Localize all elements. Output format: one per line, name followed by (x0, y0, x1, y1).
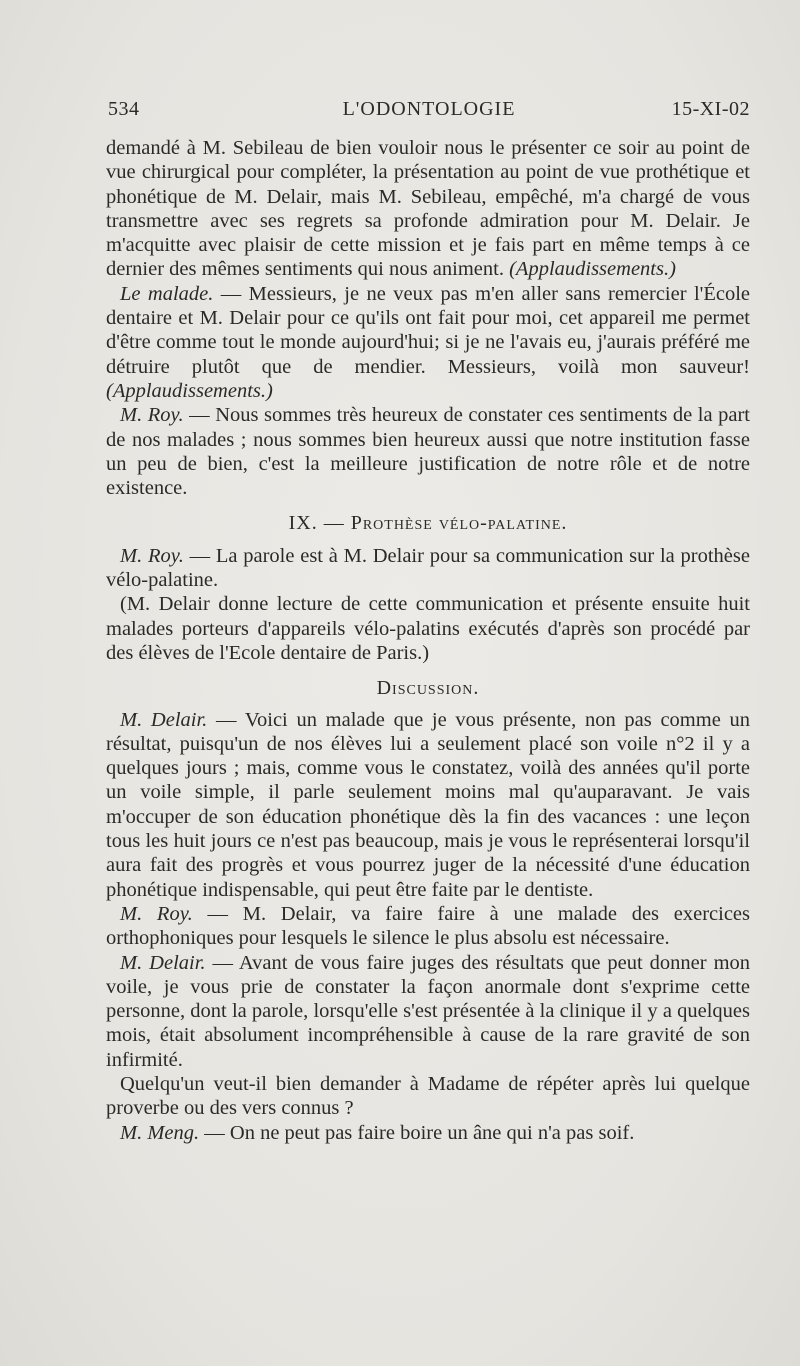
speaker-name: M. Roy. (120, 902, 193, 925)
section-heading: IX. — Prothèse vélo-palatine. (288, 512, 568, 535)
page-body (106, 136, 750, 1145)
issue-date: 15-XI-02 (671, 98, 750, 120)
speaker-name: M. Roy. (120, 404, 184, 427)
paragraph: demandé à M. Sebileau de bien vouloir nous le présenter ce soir au point de vue chirurgical pour compléter, la présentation au point de vue prothétique et phonétique de M. Delair, mais M. Sebileau, empêché, m'a chargé de vous transmettre avec ses regrets sa profonde admiration pour M. Delair. Je m'acquitte avec plaisir de cette mission et je fais part en même temps à ce dernier des mêmes sentiments qui nous animent. (Applaudissements.) (106, 137, 750, 281)
paragraph: Quelqu'un veut-il bien demander à Madame de répéter après lui quelque proverbe ou des vers connus ? (106, 1072, 750, 1120)
running-header (108, 98, 750, 128)
paragraph: M. Roy. — Nous sommes très heureux de constater ces sentiments de la part de nos malades ; nous sommes bien heureux aussi que notre institution fasse un peu de bien, c'est la meilleure justification de notre rôle et de notre existence. (106, 404, 750, 500)
paragraph: M. Roy. — M. Delair, va faire faire à une malade des exercices orthophoniques pour lesquels le silence le plus absolu est nécessaire. (106, 902, 750, 950)
paragraph: (M. Delair donne lecture de cette communication et présente ensuite huit malades porteurs d'appareils vélo-palatins exécutés d'après son procédé par des élèves de l'Ecole dentaire de Paris.) (106, 593, 750, 664)
paragraph: M. Delair. — Voici un malade que je vous présente, non pas comme un résultat, puisqu'un de nos élèves lui a seulement placé son voile n°2 il y a quelques jours ; mais, comme vous le constatez, voilà des années qu'il porte un voile simple, il parle seulement moins mal qu'auparavant. Je vais m'occuper de son éducation phonétique dès la fin des vacances : une leçon tous les huit jours ce n'est pas beaucoup, mais je vous le représenterai lorsqu'il aura fait des progrès et vous pourrez juger de la nécessité d'une éducation phonétique indispensable, qui peut être faite par le dentiste. (106, 708, 750, 901)
paragraph: M. Meng. — On ne peut pas faire boire un âne qui n'a pas soif. (120, 1121, 635, 1144)
paragraph: M. Roy. — La parole est à M. Delair pour sa communication sur la prothèse vélo-palatine. (106, 544, 750, 592)
discussion-heading: Discussion. (376, 677, 480, 700)
speaker-name: M. Delair. (120, 951, 206, 974)
speaker-name: M. Delair. (120, 708, 208, 731)
page-number: 534 (108, 98, 140, 120)
speaker-name: M. Roy. (120, 544, 184, 567)
speaker-name: M. Meng. (120, 1121, 200, 1144)
speaker-name: Le malade. (120, 282, 214, 305)
journal-title: L'ODONTOLOGIE (342, 98, 516, 120)
paragraph: Le malade. — Messieurs, je ne veux pas m'en aller sans remercier l'École dentaire et M. Delair pour ce qu'ils ont fait pour moi, cet appareil me permet d'être comme tout le monde aujourd'hui; si je ne l'avais eu, j'aurais préféré me détruire plutôt que de mendier. Messieurs, voilà mon sauveur! (Applaudissements.) (106, 282, 750, 402)
paragraph: M. Delair. — Avant de vous faire juges des résultats que peut donner mon voile, je vous prie de constater la façon anormale dont s'exprime cette personne, dont la parole, lorsqu'elle s'est présentée à la clinique il y a quelques mois, était absolument incompréhensible à cause de la rare gravité de son infirmité. (106, 951, 751, 1071)
